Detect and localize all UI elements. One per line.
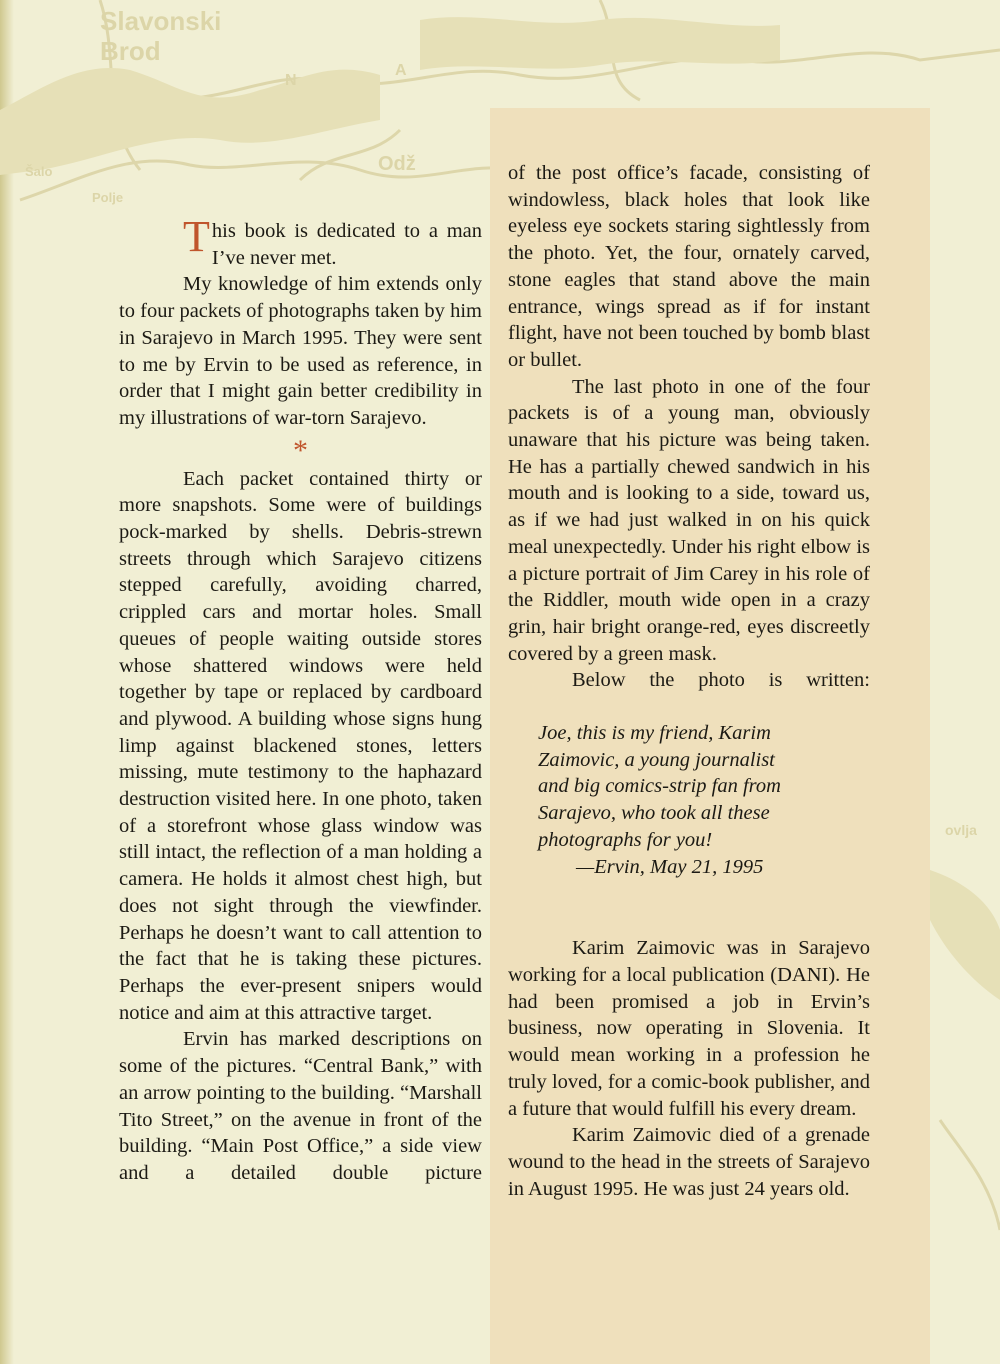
quote-line: photographs for you!: [538, 828, 713, 851]
paragraph-knowledge: My knowledge of him extends only to four packets of photographs taken by him in Sarajevo in March 1995. They were sent to me by Ervin to be used as reference, in order that I might gain better credibility in my illustrations of war-torn Sarajevo.: [119, 273, 482, 429]
quote-signature: —Ervin, May 21, 1995: [576, 855, 764, 878]
map-label-brod: Brod: [100, 36, 161, 66]
right-column: [508, 160, 870, 1202]
map-label-slavonski: Slavonski: [100, 6, 222, 36]
map-label-polje: Polje: [92, 190, 124, 205]
left-column: [119, 212, 482, 1187]
paragraph-post-office: of the post office’s facade, consisting of windowless, black holes that look like eyeless eye sockets staring sightlessly from the photo. Yet, the four, ornately carved, stone eagles that stand above the main entrance, wings spread as if for instant flight, have not been touched by bomb blast or bullet.: [508, 162, 870, 371]
paragraph-died: Karim Zaimovic died of a grenade wound to the head in the streets of Sarajevo in August 1995. He was just 24 years old.: [508, 1124, 870, 1200]
ervin-quote: [538, 720, 870, 880]
quote-line: Zaimovic, a young journalist: [538, 748, 775, 771]
paragraph-karim: Karim Zaimovic was in Sarajevo working for a local publication (DANI). He had been promised a job in Ervin’s business, now operating in Slovenia. It would mean working in a profession he truly loved, for a comic-book publisher, and a future that would fulfill his every dream.: [508, 937, 870, 1120]
opening-paragraph: [119, 212, 482, 271]
map-label-salo: Šalo: [25, 164, 53, 179]
map-label-n: N: [285, 72, 297, 89]
quote-line: and big comics-strip fan from: [538, 775, 781, 798]
asterisk-ornament: *: [293, 433, 308, 467]
map-label-odzak: Odž: [378, 153, 416, 175]
map-label-right: ovlja: [945, 822, 977, 838]
paragraph-last-photo: The last photo in one of the four packets is of a young man, obviously unaware that his picture was being taken. He has a partially chewed sandwich in his mouth and is looking to a side, toward us, as if we had just walked in on his quick meal unexpectedly. Under his right elbow is a picture portrait of Jim Carey in his role of the Riddler, mouth wide open in a crazy grin, hair bright orange-red, eyes discreetly covered by a green mask.: [508, 375, 870, 665]
paragraph-packet: Each packet contained thirty or more snapshots. Some were of buildings pock-marked by shells. Debris-strewn streets through which Sarajevo citizens stepped carefully, avoiding charred, crippled cars and mortar holes. Small queues of people waiting outside stores whose shattered windows were held together by tape or replaced by cardboard and plywood. A building whose signs hung limp against blackened stones, letters missing, mute testimony to the haphazard destruction visited here. In one photo, taken of a storefront whose glass window was still intact, the reflection of a man holding a camera. He holds it almost chest high, but does not sight through the viewfinder. Perhaps he doesn’t want to call attention to the fact that he is taking these pictures. Perhaps the ever-present snipers would notice and aim at this attractive target.: [119, 467, 482, 1024]
paragraph-ervin: Ervin has marked descriptions on some of the pictures. “Central Bank,” with an arrow pointing to the building. “Marshall Tito Street,” on the avenue in front of the building. “Main Post Office,” a side view and a detailed double picture: [119, 1028, 482, 1184]
quote-line: Sarajevo, who took all these: [538, 802, 770, 825]
map-label-a: A: [395, 62, 407, 79]
paragraph-below: Below the photo is written:: [572, 669, 870, 692]
quote-line: Joe, this is my friend, Karim: [538, 722, 771, 745]
drop-cap: T: [183, 212, 210, 261]
opening-text: his book is dedicated to a man I’ve never met.: [211, 220, 482, 269]
